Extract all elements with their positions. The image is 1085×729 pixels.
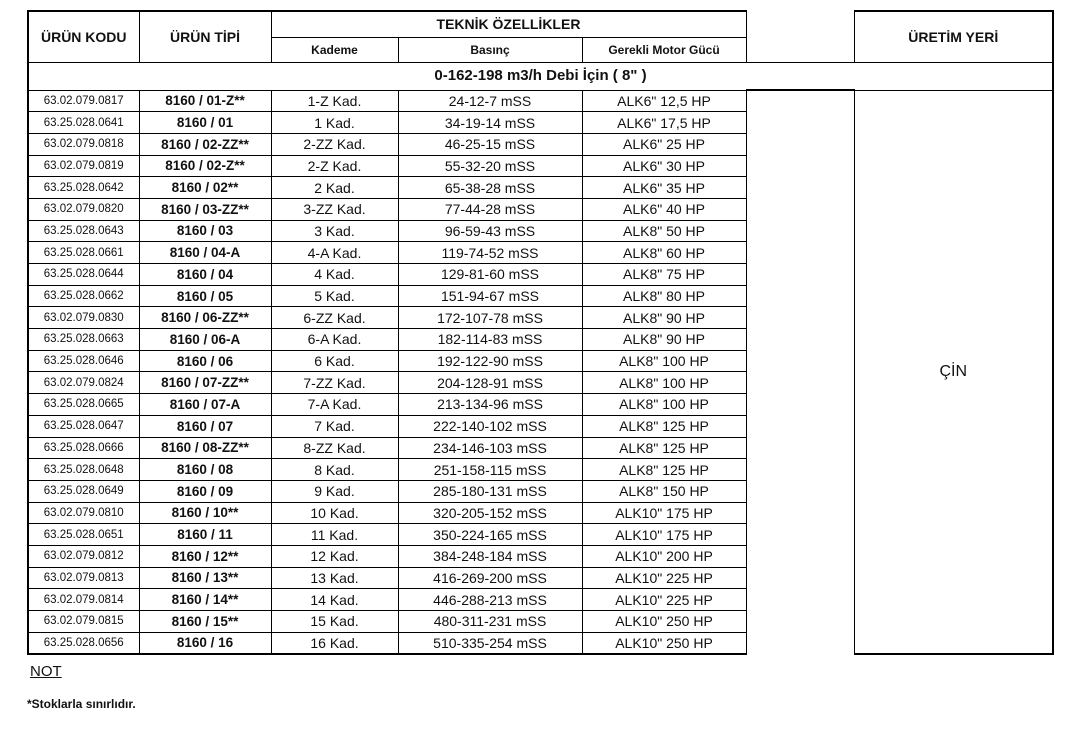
pressure-cell: 55-32-20 mSS (398, 155, 582, 177)
pressure-cell: 213-134-96 mSS (398, 394, 582, 416)
product-code-cell: 63.02.079.0830 (28, 307, 139, 329)
pressure-cell: 192-122-90 mSS (398, 350, 582, 372)
motor-power-cell: ALK6" 17,5 HP (582, 112, 746, 134)
pressure-cell: 222-140-102 mSS (398, 415, 582, 437)
stage-cell: 15 Kad. (271, 611, 398, 633)
motor-power-cell: ALK10" 200 HP (582, 545, 746, 567)
motor-power-cell: ALK8" 150 HP (582, 480, 746, 502)
motor-power-cell: ALK6" 30 HP (582, 155, 746, 177)
pressure-cell: 285-180-131 mSS (398, 480, 582, 502)
product-type-cell: 8160 / 14** (139, 589, 271, 611)
product-code-cell: 63.25.028.0666 (28, 437, 139, 459)
pressure-cell: 204-128-91 mSS (398, 372, 582, 394)
motor-power-cell: ALK8" 100 HP (582, 372, 746, 394)
motor-power-cell: ALK8" 80 HP (582, 285, 746, 307)
pressure-cell: 480-311-231 mSS (398, 611, 582, 633)
product-type-cell: 8160 / 07-ZZ** (139, 372, 271, 394)
stage-cell: 7 Kad. (271, 415, 398, 437)
product-code-cell: 63.02.079.0815 (28, 611, 139, 633)
header-product-type: ÜRÜN TİPİ (139, 11, 271, 62)
pressure-cell: 65-38-28 mSS (398, 177, 582, 199)
motor-power-cell: ALK8" 75 HP (582, 264, 746, 286)
product-type-cell: 8160 / 01 (139, 112, 271, 134)
stage-cell: 6-A Kad. (271, 329, 398, 351)
product-code-cell: 63.25.028.0661 (28, 242, 139, 264)
stage-cell: 11 Kad. (271, 524, 398, 546)
stage-cell: 3 Kad. (271, 220, 398, 242)
pressure-cell: 129-81-60 mSS (398, 264, 582, 286)
motor-power-cell: ALK10" 250 HP (582, 632, 746, 654)
header-stage: Kademe (271, 37, 398, 62)
motor-power-cell: ALK10" 225 HP (582, 589, 746, 611)
product-type-cell: 8160 / 06-ZZ** (139, 307, 271, 329)
stage-cell: 16 Kad. (271, 632, 398, 654)
product-code-cell: 63.25.028.0646 (28, 350, 139, 372)
stage-cell: 10 Kad. (271, 502, 398, 524)
product-type-cell: 8160 / 13** (139, 567, 271, 589)
pressure-cell: 320-205-152 mSS (398, 502, 582, 524)
product-type-cell: 8160 / 10** (139, 502, 271, 524)
header-product-code: ÜRÜN KODU (28, 11, 139, 62)
product-type-cell: 8160 / 09 (139, 480, 271, 502)
motor-power-cell: ALK8" 100 HP (582, 394, 746, 416)
pressure-cell: 416-269-200 mSS (398, 567, 582, 589)
product-type-cell: 8160 / 05 (139, 285, 271, 307)
product-code-cell: 63.02.079.0814 (28, 589, 139, 611)
note-title: NOT (30, 663, 62, 680)
header-origin: ÜRETİM YERİ (854, 11, 1053, 62)
product-code-cell: 63.02.079.0817 (28, 90, 139, 112)
product-code-cell: 63.25.028.0662 (28, 285, 139, 307)
product-code-cell: 63.02.079.0818 (28, 133, 139, 155)
product-code-cell: 63.25.028.0647 (28, 415, 139, 437)
product-table (27, 10, 1054, 655)
product-type-cell: 8160 / 07-A (139, 394, 271, 416)
product-type-cell: 8160 / 08-ZZ** (139, 437, 271, 459)
product-type-cell: 8160 / 03 (139, 220, 271, 242)
product-code-cell: 63.25.028.0649 (28, 480, 139, 502)
stage-cell: 7-ZZ Kad. (271, 372, 398, 394)
motor-power-cell: ALK10" 250 HP (582, 611, 746, 633)
pressure-cell: 182-114-83 mSS (398, 329, 582, 351)
pressure-cell: 384-248-184 mSS (398, 545, 582, 567)
stage-cell: 6 Kad. (271, 350, 398, 372)
product-type-cell: 8160 / 06 (139, 350, 271, 372)
product-type-cell: 8160 / 02-Z** (139, 155, 271, 177)
motor-power-cell: ALK8" 100 HP (582, 350, 746, 372)
header-technical: TEKNİK ÖZELLİKLER (271, 11, 746, 37)
product-type-cell: 8160 / 04-A (139, 242, 271, 264)
product-type-cell: 8160 / 04 (139, 264, 271, 286)
note-text: *Stoklarla sınırlıdır. (27, 697, 136, 711)
product-type-cell: 8160 / 15** (139, 611, 271, 633)
pressure-cell: 77-44-28 mSS (398, 198, 582, 220)
product-type-cell: 8160 / 07 (139, 415, 271, 437)
pressure-cell: 446-288-213 mSS (398, 589, 582, 611)
stage-cell: 1 Kad. (271, 112, 398, 134)
product-type-cell: 8160 / 01-Z** (139, 90, 271, 112)
stage-cell: 2 Kad. (271, 177, 398, 199)
product-code-cell: 63.02.079.0819 (28, 155, 139, 177)
product-code-cell: 63.25.028.0663 (28, 329, 139, 351)
pressure-cell: 46-25-15 mSS (398, 133, 582, 155)
motor-power-cell: ALK8" 125 HP (582, 459, 746, 481)
stage-cell: 7-A Kad. (271, 394, 398, 416)
stage-cell: 1-Z Kad. (271, 90, 398, 112)
product-code-cell: 63.02.079.0812 (28, 545, 139, 567)
motor-power-cell: ALK8" 90 HP (582, 307, 746, 329)
stage-cell: 8 Kad. (271, 459, 398, 481)
product-code-cell: 63.02.079.0824 (28, 372, 139, 394)
motor-power-cell: ALK8" 50 HP (582, 220, 746, 242)
stage-cell: 3-ZZ Kad. (271, 198, 398, 220)
product-code-cell: 63.02.079.0820 (28, 198, 139, 220)
motor-power-cell: ALK6" 12,5 HP (582, 90, 746, 112)
stage-cell: 4 Kad. (271, 264, 398, 286)
motor-power-cell: ALK10" 175 HP (582, 502, 746, 524)
product-code-cell: 63.25.028.0642 (28, 177, 139, 199)
stage-cell: 6-ZZ Kad. (271, 307, 398, 329)
product-type-cell: 8160 / 02** (139, 177, 271, 199)
stage-cell: 14 Kad. (271, 589, 398, 611)
origin-cell: ÇİN (854, 90, 1053, 654)
product-code-cell: 63.25.028.0665 (28, 394, 139, 416)
stage-cell: 2-Z Kad. (271, 155, 398, 177)
pressure-cell: 510-335-254 mSS (398, 632, 582, 654)
product-code-cell: 63.25.028.0643 (28, 220, 139, 242)
product-type-cell: 8160 / 12** (139, 545, 271, 567)
product-code-cell: 63.25.028.0641 (28, 112, 139, 134)
motor-power-cell: ALK10" 225 HP (582, 567, 746, 589)
motor-power-cell: ALK8" 125 HP (582, 437, 746, 459)
debi-label: 0-162-198 m3/h Debi İçin ( 8" ) (28, 62, 1053, 90)
table-row (28, 90, 1053, 112)
product-type-cell: 8160 / 03-ZZ** (139, 198, 271, 220)
pressure-cell: 24-12-7 mSS (398, 90, 582, 112)
stage-cell: 5 Kad. (271, 285, 398, 307)
product-code-cell: 63.25.028.0648 (28, 459, 139, 481)
stage-cell: 12 Kad. (271, 545, 398, 567)
motor-power-cell: ALK10" 175 HP (582, 524, 746, 546)
product-type-cell: 8160 / 16 (139, 632, 271, 654)
product-code-cell: 63.02.079.0813 (28, 567, 139, 589)
product-type-cell: 8160 / 06-A (139, 329, 271, 351)
motor-power-cell: ALK8" 125 HP (582, 415, 746, 437)
motor-power-cell: ALK8" 90 HP (582, 329, 746, 351)
header-gap (746, 11, 854, 62)
pressure-cell: 251-158-115 mSS (398, 459, 582, 481)
product-code-cell: 63.02.079.0810 (28, 502, 139, 524)
product-type-cell: 8160 / 11 (139, 524, 271, 546)
motor-power-cell: ALK6" 35 HP (582, 177, 746, 199)
column-gap (746, 90, 854, 654)
motor-power-cell: ALK8" 60 HP (582, 242, 746, 264)
stage-cell: 13 Kad. (271, 567, 398, 589)
product-type-cell: 8160 / 02-ZZ** (139, 133, 271, 155)
product-type-cell: 8160 / 08 (139, 459, 271, 481)
header-pressure: Basınç (398, 37, 582, 62)
header-motor-power: Gerekli Motor Gücü (582, 37, 746, 62)
product-code-cell: 63.25.028.0656 (28, 632, 139, 654)
pressure-cell: 119-74-52 mSS (398, 242, 582, 264)
product-code-cell: 63.25.028.0644 (28, 264, 139, 286)
product-code-cell: 63.25.028.0651 (28, 524, 139, 546)
stage-cell: 2-ZZ Kad. (271, 133, 398, 155)
pressure-cell: 172-107-78 mSS (398, 307, 582, 329)
stage-cell: 8-ZZ Kad. (271, 437, 398, 459)
pressure-cell: 350-224-165 mSS (398, 524, 582, 546)
stage-cell: 4-A Kad. (271, 242, 398, 264)
pressure-cell: 151-94-67 mSS (398, 285, 582, 307)
pressure-cell: 34-19-14 mSS (398, 112, 582, 134)
motor-power-cell: ALK6" 25 HP (582, 133, 746, 155)
motor-power-cell: ALK6" 40 HP (582, 198, 746, 220)
stage-cell: 9 Kad. (271, 480, 398, 502)
pressure-cell: 234-146-103 mSS (398, 437, 582, 459)
pressure-cell: 96-59-43 mSS (398, 220, 582, 242)
